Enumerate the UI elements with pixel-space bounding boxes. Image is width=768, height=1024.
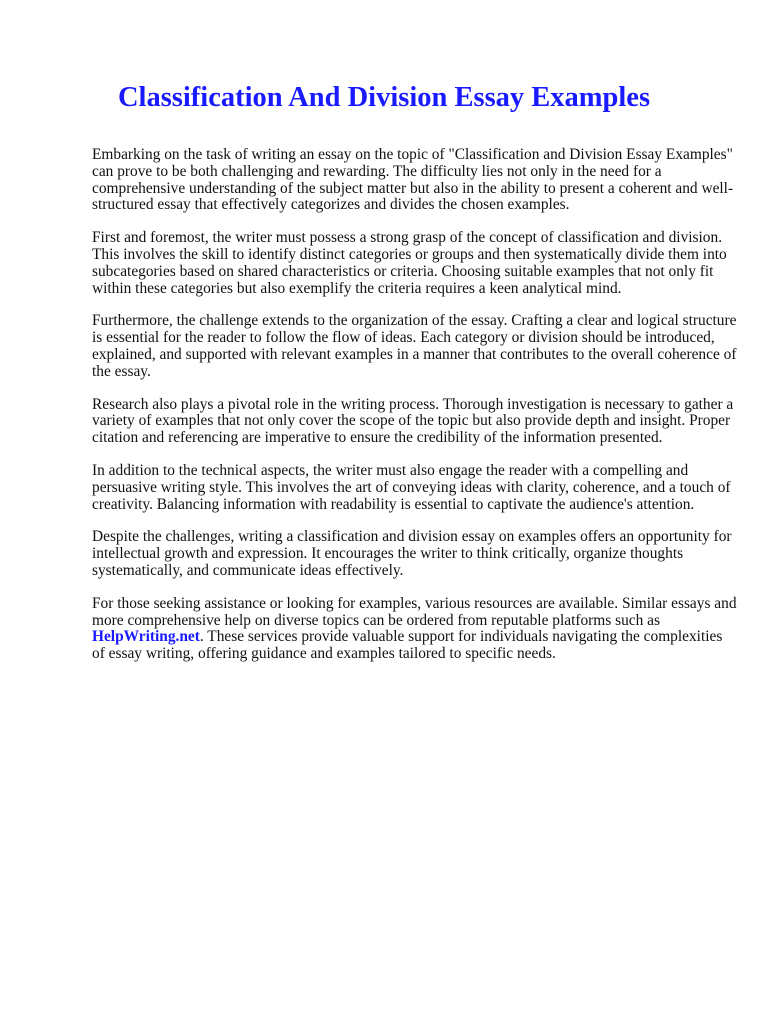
paragraph-research: Research also plays a pivotal role in the writing process. Thorough investigation is necessary to gather a variety of examples that not only cover the scope of the topic but also provide depth and insight. Proper citation and referencing are imperative to ensure the credibility of the information presented. [92,395,734,447]
essay-body [92,147,738,679]
paragraph-style: In addition to the technical aspects, the writer must also engage the reader with a compelling and persuasive writing style. This involves the art of conveying ideas with clarity, coherence, and a touch of creativity. Balancing information with readability is essential to captivate the audience's attention. [92,461,731,513]
paragraph-opportunity: Despite the challenges, writing a classification and division essay on examples offers an opportunity for intellectual growth and expression. It encourages the writer to think critically, organize thoughts systematically, and communicate ideas effectively. [92,528,732,579]
paragraph-intro: Embarking on the task of writing an essay on the topic of "Classification and Division Essay Examples" can prove to be both challenging and rewarding. The difficulty lies not only in the need for a comprehensive understanding of the subject matter but also in the ability to present a coherent and well-structured essay that effectively categorizes and divides the chosen examples. [92,146,734,214]
resources-text-before-link: For those seeking assistance or looking for examples, various resources are available. Similar essays and more comprehensive help on diverse topics can be ordered from reputable platforms such as [92,594,737,629]
resources-text-after-link: . These services provide valuable support for individuals navigating the complexities of essay writing, offering guidance and examples tailored to specific needs. [92,628,723,663]
helpwriting-link[interactable]: HelpWriting.net [92,628,200,646]
paragraph-organization: Furthermore, the challenge extends to the organization of the essay. Crafting a clear and logical structure is essential for the reader to follow the flow of ideas. Each category or division should be introduced, explained, and supported with relevant examples in a manner that contributes to the overall coherence of the essay. [92,312,737,380]
paragraph-resources [92,596,738,663]
paragraph-concept: First and foremost, the writer must possess a strong grasp of the concept of classification and division. This involves the skill to identify distinct categories or groups and then systematically divide them into subcategories based on shared characteristics or criteria. Choosing suitable examples that not only fit within these categories but also exemplify the criteria requires a keen analytical mind. [92,229,727,297]
page-title: Classification And Division Essay Examples [117,82,651,113]
